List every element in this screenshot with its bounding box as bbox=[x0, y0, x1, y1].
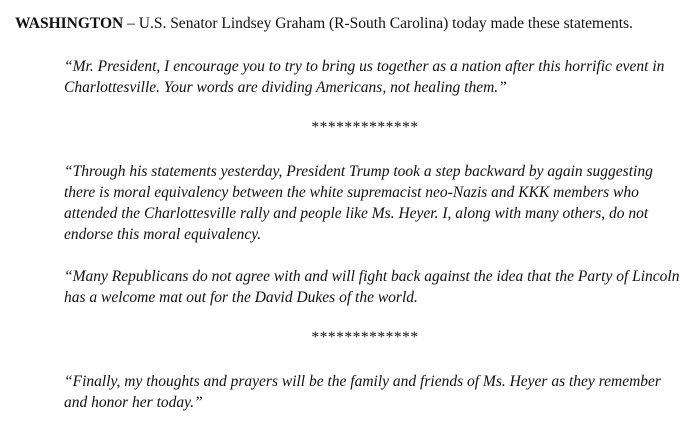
intro-text: – U.S. Senator Lindsey Graham (R-South Carolina) today made these statements. bbox=[123, 15, 633, 32]
quote-paragraph: “Finally, my thoughts and prayers will be the family and friends of Ms. Heyer as they remember and honor her today.” bbox=[64, 373, 661, 411]
dateline: WASHINGTON bbox=[15, 15, 124, 32]
quote-paragraph: “Mr. President, I encourage you to try to bring us together as a nation after this horrific event in Charlottesville. Your words are dividing Americans, not healing them.” bbox=[64, 58, 665, 96]
intro-paragraph bbox=[15, 14, 685, 34]
quote-paragraph: “Through his statements yesterday, President Trump took a step backward by again suggesting there is moral equivalency between the white supremacist neo-Nazis and KKK members who attended the Charlottesville rally and people like Ms. Heyer. I, along with many others, do not endorse this moral equivalency. bbox=[64, 163, 653, 243]
quote-paragraph: “Many Republicans do not agree with and will fight back against the idea that the Party of Lincoln has a welcome mat out for the David Dukes of the world. bbox=[64, 268, 680, 306]
section-separator: ************* bbox=[311, 119, 419, 136]
section-separator: ************* bbox=[311, 329, 419, 346]
